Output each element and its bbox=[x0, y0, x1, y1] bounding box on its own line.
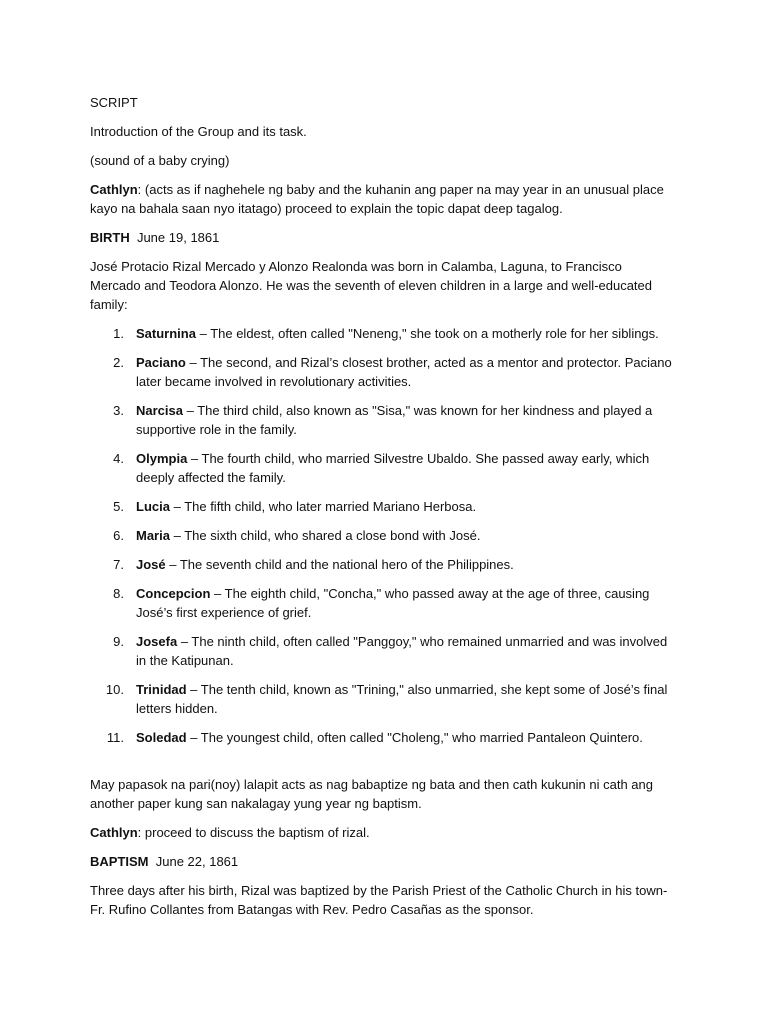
list-item bbox=[90, 632, 676, 670]
child-description: – The sixth child, who shared a close bond with José. bbox=[169, 528, 481, 543]
list-item bbox=[90, 584, 676, 622]
birth-paragraph: José Protacio Rizal Mercado y Alonzo Realonda was born in Calamba, Laguna, to Francisco Mercado and Teodora Alonzo. He was the seventh of eleven children in a large and well-educated family: bbox=[90, 259, 653, 312]
list-number: 2. bbox=[113, 355, 124, 370]
list-item bbox=[90, 728, 676, 747]
list-item bbox=[90, 526, 676, 545]
list-item bbox=[90, 449, 676, 487]
child-name: Trinidad bbox=[136, 682, 187, 697]
baptism-heading bbox=[90, 852, 676, 871]
birth-date: June 19, 1861 bbox=[136, 230, 220, 245]
list-item bbox=[90, 353, 676, 391]
child-name: Saturnina bbox=[136, 326, 196, 341]
cathlyn-direction-2 bbox=[90, 823, 676, 842]
intro-line: Introduction of the Group and its task. bbox=[90, 124, 307, 139]
child-name: Maria bbox=[136, 528, 170, 543]
list-number: 7. bbox=[113, 557, 124, 572]
list-item bbox=[90, 680, 676, 718]
script-heading: SCRIPT bbox=[90, 95, 138, 110]
child-description: – The third child, also known as "Sisa," was known for her kindness and played a supportive role in the family. bbox=[136, 403, 653, 437]
baptism-label: BAPTISM bbox=[90, 854, 149, 869]
child-name: Narcisa bbox=[136, 403, 183, 418]
list-number: 6. bbox=[113, 528, 124, 543]
child-description: – The tenth child, known as "Trining," also unmarried, she kept some of José’s final letters hidden. bbox=[136, 682, 668, 716]
birth-label: BIRTH bbox=[90, 230, 130, 245]
list-item bbox=[90, 497, 676, 516]
child-description: – The second, and Rizal’s closest brother, acted as a mentor and protector. Paciano later became involved in revolutionary activities. bbox=[136, 355, 672, 389]
list-number: 9. bbox=[113, 634, 124, 649]
speaker-name: Cathlyn bbox=[90, 182, 138, 197]
child-name: Soledad bbox=[136, 730, 187, 745]
list-number: 5. bbox=[113, 499, 124, 514]
list-item bbox=[90, 555, 676, 574]
direction-text: : (acts as if naghehele ng baby and the kuhanin ang paper na may year in an unusual place kayo na bahala saan nyo itatago) proceed to explain the topic dapat deep tagalog. bbox=[90, 182, 664, 216]
list-item bbox=[90, 401, 676, 439]
list-number: 11. bbox=[106, 730, 124, 745]
child-description: – The fifth child, who later married Mariano Herbosa. bbox=[169, 499, 477, 514]
child-name: Josefa bbox=[136, 634, 178, 649]
sound-cue: (sound of a baby crying) bbox=[90, 153, 230, 168]
baptism-date: June 22, 1861 bbox=[155, 854, 239, 869]
child-name: Olympia bbox=[136, 451, 188, 466]
priest-direction: May papasok na pari(noy) lalapit acts as nag babaptize ng bata and then cath kukunin ni cath ang another paper kung san nakalagay yung year ng baptism. bbox=[90, 777, 653, 811]
list-number: 4. bbox=[113, 451, 124, 466]
child-description: – The youngest child, often called "Choleng," who married Pantaleon Quintero. bbox=[186, 730, 643, 745]
child-name: Paciano bbox=[136, 355, 186, 370]
birth-heading bbox=[90, 228, 676, 247]
cathlyn-direction-1 bbox=[90, 180, 676, 218]
child-description: – The eighth child, "Concha," who passed away at the age of three, causing José’s first experience of grief. bbox=[136, 586, 650, 620]
child-description: – The seventh child and the national hero of the Philippines. bbox=[165, 557, 514, 572]
list-number: 1. bbox=[113, 326, 124, 341]
child-description: – The eldest, often called "Neneng," she took on a motherly role for her siblings. bbox=[195, 326, 659, 341]
list-number: 3. bbox=[113, 403, 124, 418]
baptism-paragraph: Three days after his birth, Rizal was baptized by the Parish Priest of the Catholic Church in his town- Fr. Rufino Collantes from Batangas with Rev. Pedro Casañas as the sponsor. bbox=[90, 883, 668, 917]
speaker-name: Cathlyn bbox=[90, 825, 138, 840]
children-list bbox=[90, 324, 676, 747]
list-item bbox=[90, 324, 676, 343]
child-name: Concepcion bbox=[136, 586, 211, 601]
child-description: – The ninth child, often called "Panggoy," who remained unmarried and was involved in the Katipunan. bbox=[136, 634, 668, 668]
list-number: 8. bbox=[113, 586, 124, 601]
direction-text: : proceed to discuss the baptism of rizal. bbox=[137, 825, 370, 840]
child-description: – The fourth child, who married Silvestre Ubaldo. She passed away early, which deeply affected the family. bbox=[136, 451, 650, 485]
list-number: 10. bbox=[105, 682, 124, 697]
child-name: Lucia bbox=[136, 499, 170, 514]
child-name: José bbox=[136, 557, 166, 572]
